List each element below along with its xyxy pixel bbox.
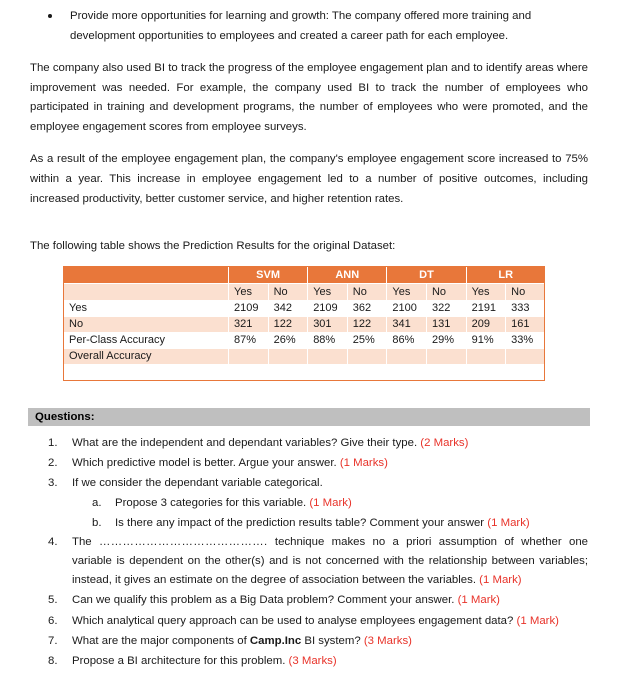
subquestion-number: a. <box>92 497 102 510</box>
cell: 26% <box>268 332 308 348</box>
cell: 87% <box>229 332 269 348</box>
question-text: Which analytical query approach can be used to analyse employees engagement data? <box>72 614 517 627</box>
question-marks: (1 Mark) <box>457 594 500 607</box>
cell <box>466 348 506 364</box>
question-text-after: BI system? <box>301 634 364 647</box>
table-row <box>64 300 546 316</box>
table-header-blank <box>64 266 229 283</box>
subheader-ann-yes: Yes <box>308 283 348 300</box>
question-number: 4. <box>48 535 58 548</box>
question-3 <box>30 474 588 493</box>
question-5 <box>30 591 588 610</box>
row-label: Per-Class Accuracy <box>64 332 229 348</box>
cell: 301 <box>308 316 348 332</box>
question-text-before: The <box>72 535 99 548</box>
bullet-list <box>30 7 588 46</box>
cell <box>308 348 348 364</box>
question-8 <box>30 652 588 671</box>
question-number: 8. <box>48 654 58 667</box>
cell <box>466 364 506 380</box>
cell: 2109 <box>229 300 269 316</box>
cell: 91% <box>466 332 506 348</box>
question-blank-dots: ……………………………………. <box>98 535 268 548</box>
questions-heading: Questions: <box>28 408 590 426</box>
cell: 362 <box>347 300 387 316</box>
subheader-svm-no: No <box>268 283 308 300</box>
cell <box>347 348 387 364</box>
row-label: Yes <box>64 300 229 316</box>
subquestion-text: Is there any impact of the prediction results table? Comment your answer <box>115 516 488 529</box>
cell: 29% <box>426 332 466 348</box>
question-marks: (1 Mark) <box>479 574 522 587</box>
table-header-dt: DT <box>387 266 466 283</box>
question-text: Propose a BI architecture for this problem. <box>72 654 289 667</box>
cell: 122 <box>347 316 387 332</box>
bullet-dot-icon <box>48 14 52 18</box>
question-text: What are the independent and dependant variables? Give their type. <box>72 436 421 449</box>
cell <box>506 364 546 380</box>
question-7 <box>30 632 588 651</box>
cell: 2109 <box>308 300 348 316</box>
question-3-sublist <box>30 494 588 532</box>
question-marks: (3 Marks) <box>288 654 337 667</box>
subheader-blank <box>64 283 229 300</box>
question-marks: (1 Mark) <box>516 614 559 627</box>
subheader-lr-no: No <box>506 283 546 300</box>
row-label: Overall Accuracy <box>64 348 229 364</box>
cell: 161 <box>506 316 546 332</box>
cell: 342 <box>268 300 308 316</box>
cell <box>229 348 269 364</box>
subquestion-marks: (1 Mark) <box>487 516 530 529</box>
question-number: 7. <box>48 634 58 647</box>
table-row <box>64 364 546 380</box>
cell: 322 <box>426 300 466 316</box>
question-text: Which predictive model is better. Argue your answer. <box>72 456 340 469</box>
question-number: 5. <box>48 594 58 607</box>
cell <box>387 348 427 364</box>
cell: 33% <box>506 332 546 348</box>
cell: 341 <box>387 316 427 332</box>
cell: 333 <box>506 300 546 316</box>
subheader-lr-yes: Yes <box>466 283 506 300</box>
cell <box>426 348 466 364</box>
cell: 88% <box>308 332 348 348</box>
cell <box>506 348 546 364</box>
question-3b <box>30 514 588 533</box>
paragraph-engagement-result: As a result of the employee engagement plan, the company's employee engagement score increased to 75% within a year. This increase in employee engagement led to a number of positive outcomes, including increased productivity, better customer service, and higher retention rates. <box>30 153 588 205</box>
subquestion-number: b. <box>92 516 102 529</box>
cell <box>268 348 308 364</box>
question-text: Can we qualify this problem as a Big Data problem? Comment your answer. <box>72 594 458 607</box>
question-3a <box>30 494 588 513</box>
table-row <box>64 332 546 348</box>
cell <box>426 364 466 380</box>
cell: 86% <box>387 332 427 348</box>
cell <box>308 364 348 380</box>
cell <box>229 364 269 380</box>
subquestion-text: Propose 3 categories for this variable. <box>115 497 310 510</box>
question-text-before: What are the major components of <box>72 634 250 647</box>
table-row <box>64 316 546 332</box>
table-row <box>64 348 546 364</box>
cell: 2191 <box>466 300 506 316</box>
question-number: 1. <box>48 436 58 449</box>
question-1 <box>30 434 588 453</box>
question-4 <box>30 533 588 591</box>
questions-list <box>30 434 588 671</box>
question-text: If we consider the dependant variable categorical. <box>72 477 323 490</box>
prediction-results-table <box>63 266 545 381</box>
cell: 25% <box>347 332 387 348</box>
table-header-models <box>64 266 546 283</box>
subheader-svm-yes: Yes <box>229 283 269 300</box>
list-item <box>30 7 588 46</box>
cell: 209 <box>466 316 506 332</box>
paragraph-bi-tracking: The company also used BI to track the progress of the employee engagement plan and to identify areas where improvement was needed. For example, the company used BI to track the number of employees who participated in training and development programs, the number of employees who were promoted, and the employee engagement scores from employee surveys. <box>30 62 588 133</box>
table-header-lr: LR <box>466 266 545 283</box>
question-number: 6. <box>48 614 58 627</box>
subquestion-marks: (1 Mark) <box>309 497 352 510</box>
cell: 131 <box>426 316 466 332</box>
subheader-dt-no: No <box>426 283 466 300</box>
table-subheader-yesno <box>64 283 546 300</box>
row-label: No <box>64 316 229 332</box>
cell <box>347 364 387 380</box>
document-page <box>0 7 618 690</box>
subheader-dt-yes: Yes <box>387 283 427 300</box>
company-name: Camp.Inc <box>249 634 302 647</box>
cell <box>268 364 308 380</box>
table-header-ann: ANN <box>308 266 387 283</box>
question-number: 2. <box>48 456 58 469</box>
table-header-svm: SVM <box>229 266 308 283</box>
cell <box>387 364 427 380</box>
table-intro-text: The following table shows the Prediction Results for the original Dataset: <box>30 240 396 253</box>
subheader-ann-no: No <box>347 283 387 300</box>
question-2 <box>30 454 588 473</box>
question-text-after: technique makes no a priori assumption of whether one variable is dependent on the other(s) and is not concerned with the relationship between variables; instead, it gives an estimate on the degree of association between the variables. <box>72 535 589 587</box>
question-marks: (1 Marks) <box>339 456 388 469</box>
question-marks: (3 Marks) <box>363 634 412 647</box>
row-label <box>64 364 229 380</box>
bullet-item-text: Provide more opportunities for learning and growth: The company offered more training and development opportunities to employees and created a career path for each employee. <box>70 10 532 42</box>
question-marks: (2 Marks) <box>420 436 469 449</box>
cell: 122 <box>268 316 308 332</box>
question-6 <box>30 612 588 631</box>
question-number: 3. <box>48 477 58 490</box>
cell: 2100 <box>387 300 427 316</box>
cell: 321 <box>229 316 269 332</box>
